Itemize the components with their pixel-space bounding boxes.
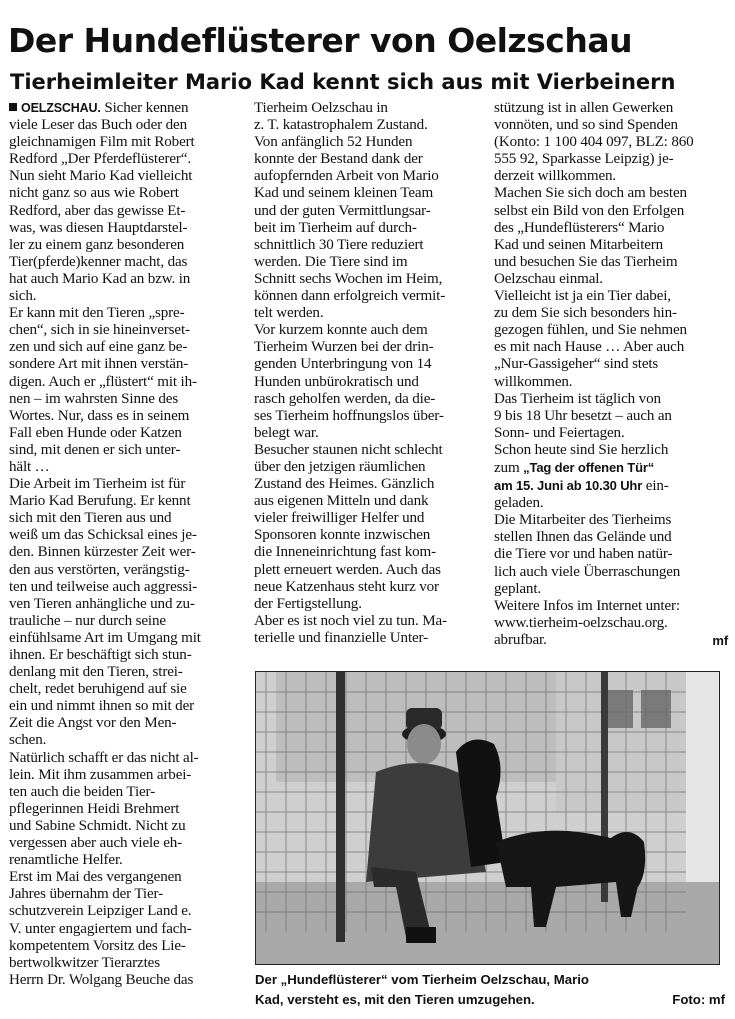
text-line: und der guten Vermittlungsar- [254,202,431,219]
text-line: „Nur-Gassigeher“ sind stets [494,356,659,373]
text-line: schnittlich 30 Tiere reduziert [254,236,424,253]
text-line: die Inneneinrichtung fast kom- [254,544,437,561]
open-day-date-line [494,477,728,495]
article-column-2 [254,100,492,647]
text-line: konnte der Bestand dank der [254,151,423,168]
text-line: digen. Auch er „flüstert“ mit ih- [9,373,197,390]
caption-line-1: Der „Hundeflüsterer“ vom Tierheim Oelzschau, Mario [255,972,589,987]
text-line: was, was diesen Hauptdarstel- [9,219,188,236]
text-line: Kad und seinem kleinen Team [254,185,434,202]
article-photo [255,671,720,965]
column-1-body [9,117,245,989]
text-line: neue Katzenhaus steht kurz vor [254,578,439,595]
text-line: rasch geholfen werden, da die- [254,390,436,407]
article-column-3 [494,100,728,649]
text-line: Wortes. Nur, dass es in seinem [9,407,190,424]
text-line: Besucher staunen nicht schlecht [254,441,443,458]
text-line: Aber es ist noch viel zu tun. Ma- [254,612,447,629]
text-line: der Fertigstellung. [254,595,362,612]
text-line: Redford „Der Pferdeflüsterer“. [9,151,191,168]
text-line: Machen Sie sich doch am besten [494,185,687,202]
bullet-square-icon [9,103,17,111]
text-line: www.tierheim-oelzschau.org. [494,614,668,631]
text-line: den aus verstörten, verängstig- [9,561,190,578]
text-line: Schon heute sind Sie herzlich [494,441,669,458]
text-line: über den jetzigen räumlichen [254,458,426,475]
open-day-date: am 15. Juni ab 10.30 Uhr [494,478,643,494]
first-line [9,100,245,117]
text-line: zu dem Sie sich besonders hin- [494,305,677,322]
photo-caption [255,970,725,1010]
text-line: nen – im wahrsten Sinne des [9,390,179,407]
headline: Der Hundeflüsterer von Oelzschau [8,21,633,60]
text-line: sondere Art mit ihnen verstän- [9,356,189,373]
text-line: aufopfernden Arbeit von Mario [254,168,439,185]
text-line: beit im Tierheim auf durch- [254,219,417,236]
text-line: Vielleicht ist ja ein Tier dabei, [494,288,671,305]
text-line: sich mit den Tieren aus und [9,510,172,527]
text-line: abrufbar. [494,631,547,648]
text-line: (Konto: 1 100 404 097, BLZ: 860 [494,134,694,151]
text-line: aus eigenen Mitteln und dank [254,493,429,510]
photo-credit: Foto: mf [672,992,725,1007]
text-line: und besuchen Sie das Tierheim [494,253,678,270]
text-line: einfühlsame Art im Umgang mit [9,629,201,646]
text-line: können dann erfolgreich vermit- [254,288,446,305]
dateline: OELZSCHAU. [21,101,101,115]
text-line: denlang mit den Tieren, strei- [9,664,183,681]
text-line: gezogen fühlen, und Sie nehmen [494,322,687,339]
text-line: terielle und finanzielle Unter- [254,629,428,646]
text-line: willkommen. [494,373,573,390]
text-line: kompetentem Vorsitz des Lie- [9,937,186,954]
text-line: 555 92, Sparkasse Leipzig) je- [494,151,674,168]
text-line: ten und teilweise auch aggressi- [9,578,197,595]
text-line: renamtliche Helfer. [9,852,123,869]
text-line: ein und nimmt ihnen so mit der [9,698,194,715]
text-line: Zustand des Heimes. Gänzlich [254,476,435,493]
text-line: Zeit die Angst vor den Men- [9,715,177,732]
text-line: vieler freiwilliger Helfer und [254,510,425,527]
text-line: Vor kurzem konnte auch dem [254,322,428,339]
text-line: plett erneuert werden. Auch das [254,561,441,578]
text-line: den. Binnen kürzester Zeit wer- [9,544,196,561]
subheadline: Tierheimleiter Mario Kad kennt sich aus mit Vierbeinern [10,70,676,94]
invite-prefix: zum [494,459,524,476]
caption-line-2 [255,990,725,1010]
text-line: ven Tieren anhängliche und zu- [9,595,195,612]
text-line: z. T. katastrophalem Zustand. [254,117,428,134]
column-3-tail [494,495,728,649]
text-line: Sonn- und Feiertagen. [494,424,625,441]
text-line: sich. [9,288,37,305]
text-line: Redford, aber das gewisse Et- [9,202,186,219]
open-day-title: „Tag der offenen Tür“ [523,459,655,475]
text-line: des „Hundeflüsterers“ Mario [494,219,665,236]
text-line: Er kann mit den Tieren „spre- [9,305,185,322]
text-line: Jahres übernahm der Tier- [9,886,163,903]
text-line: Herrn Dr. Wolgang Beuche das [9,971,194,988]
text-line: sind, mit denen er sich unter- [9,441,181,458]
open-day-line [494,459,728,477]
text-line: Oelzschau einmal. [494,270,603,287]
photo-man-with-dogs [256,672,719,964]
text-line: bertwolkwitzer Tierarztes [9,954,160,971]
text-line: Fall eben Hunde oder Katzen [9,424,182,441]
text-line: vonnöten, und so sind Spenden [494,117,678,134]
text-line: 9 bis 18 Uhr besetzt – auch an [494,407,672,424]
caption-text: Kad, versteht es, mit den Tieren umzugehen. [255,992,535,1007]
text-line: viele Leser das Buch oder den [9,117,187,134]
text-line: geplant. [494,580,541,597]
text-line: Schnitt sechs Wochen im Heim, [254,270,443,287]
author-signature: mf [712,633,728,648]
text-line: hält … [9,458,50,475]
text-line: genden Unterbringung von 14 [254,356,432,373]
text-line: Von anfänglich 52 Hunden [254,134,413,151]
text-line: Sicher kennen [100,100,189,116]
text-line: schen. [9,732,47,749]
text-line: Tier(pferde)kenner macht, das [9,253,188,270]
text-line: trauliche – nur durch seine [9,612,166,629]
text-line: chen“, sich in sie hineinverset- [9,322,190,339]
text-line: Nun sieht Mario Kad vielleicht [9,168,193,185]
article-column-1 [9,100,245,989]
text-line: belegt war. [254,424,319,441]
text-line: werden. Die Tiere sind im [254,253,408,270]
text-line: zen und sich auf eine ganz be- [9,339,188,356]
text-line: Die Arbeit im Tierheim ist für [9,476,186,493]
text-line: Natürlich schafft er das nicht al- [9,749,199,766]
invite-suffix: ein- [642,478,669,495]
text-line: geladen. [494,495,544,512]
text-line: nicht ganz so aus wie Robert [9,185,179,202]
text-line: Mario Kad Berufung. Er kennt [9,493,191,510]
text-line: selbst ein Bild von den Erfolgen [494,202,685,219]
text-line: chelt, redet beruhigend auf sie [9,681,187,698]
text-line: die Tiere vor und haben natür- [494,546,673,563]
text-line: es mit nach Hause … Aber auch [494,339,685,356]
text-line: Hunden unbürokratisch und [254,373,419,390]
text-line: Tierheim Oelzschau in [254,100,388,116]
text-line: Kad und seinen Mitarbeitern [494,236,664,253]
text-line: derzeit willkommen. [494,168,617,185]
text-line: telt werden. [254,305,324,322]
text-line: V. unter engagiertem und fach- [9,920,192,937]
text-line: gleichnamigen Film mit Robert [9,134,195,151]
text-line: und Sabine Schmidt. Nicht zu [9,817,186,834]
text-line: schutzverein Leipziger Land e. [9,903,192,920]
text-line: stellen Ihnen das Gelände und [494,529,672,546]
text-line: Das Tierheim ist täglich von [494,390,661,407]
column-2-body [254,100,492,647]
text-line: lich auch viele Überraschungen [494,563,681,580]
text-line: ler zu einem ganz besonderen [9,236,185,253]
text-line: stützung ist in allen Gewerken [494,100,674,116]
text-line: vergessen aber auch viele eh- [9,835,183,852]
text-line: ihnen. Er beschäftigt sich stun- [9,647,192,663]
text-line: Sponsoren konnte inzwischen [254,527,431,544]
column-3-body [494,100,728,459]
text-line: ses Tierheim hoffnungslos über- [254,407,444,424]
text-line: lein. Mit ihm zusammen arbei- [9,766,192,783]
text-line: Erst im Mai des vergangenen [9,869,182,886]
text-line: weiß um das Schicksal eines je- [9,527,197,544]
text-line: pflegerinnen Heidi Brehmert [9,800,180,817]
text-line: ten auch die beiden Tier- [9,783,156,800]
text-line: Tierheim Wurzen bei der drin- [254,339,434,356]
text-line: Die Mitarbeiter des Tierheims [494,512,672,529]
text-line: Weitere Infos im Internet unter: [494,597,680,614]
text-line: hat auch Mario Kad an bzw. in [9,270,191,287]
